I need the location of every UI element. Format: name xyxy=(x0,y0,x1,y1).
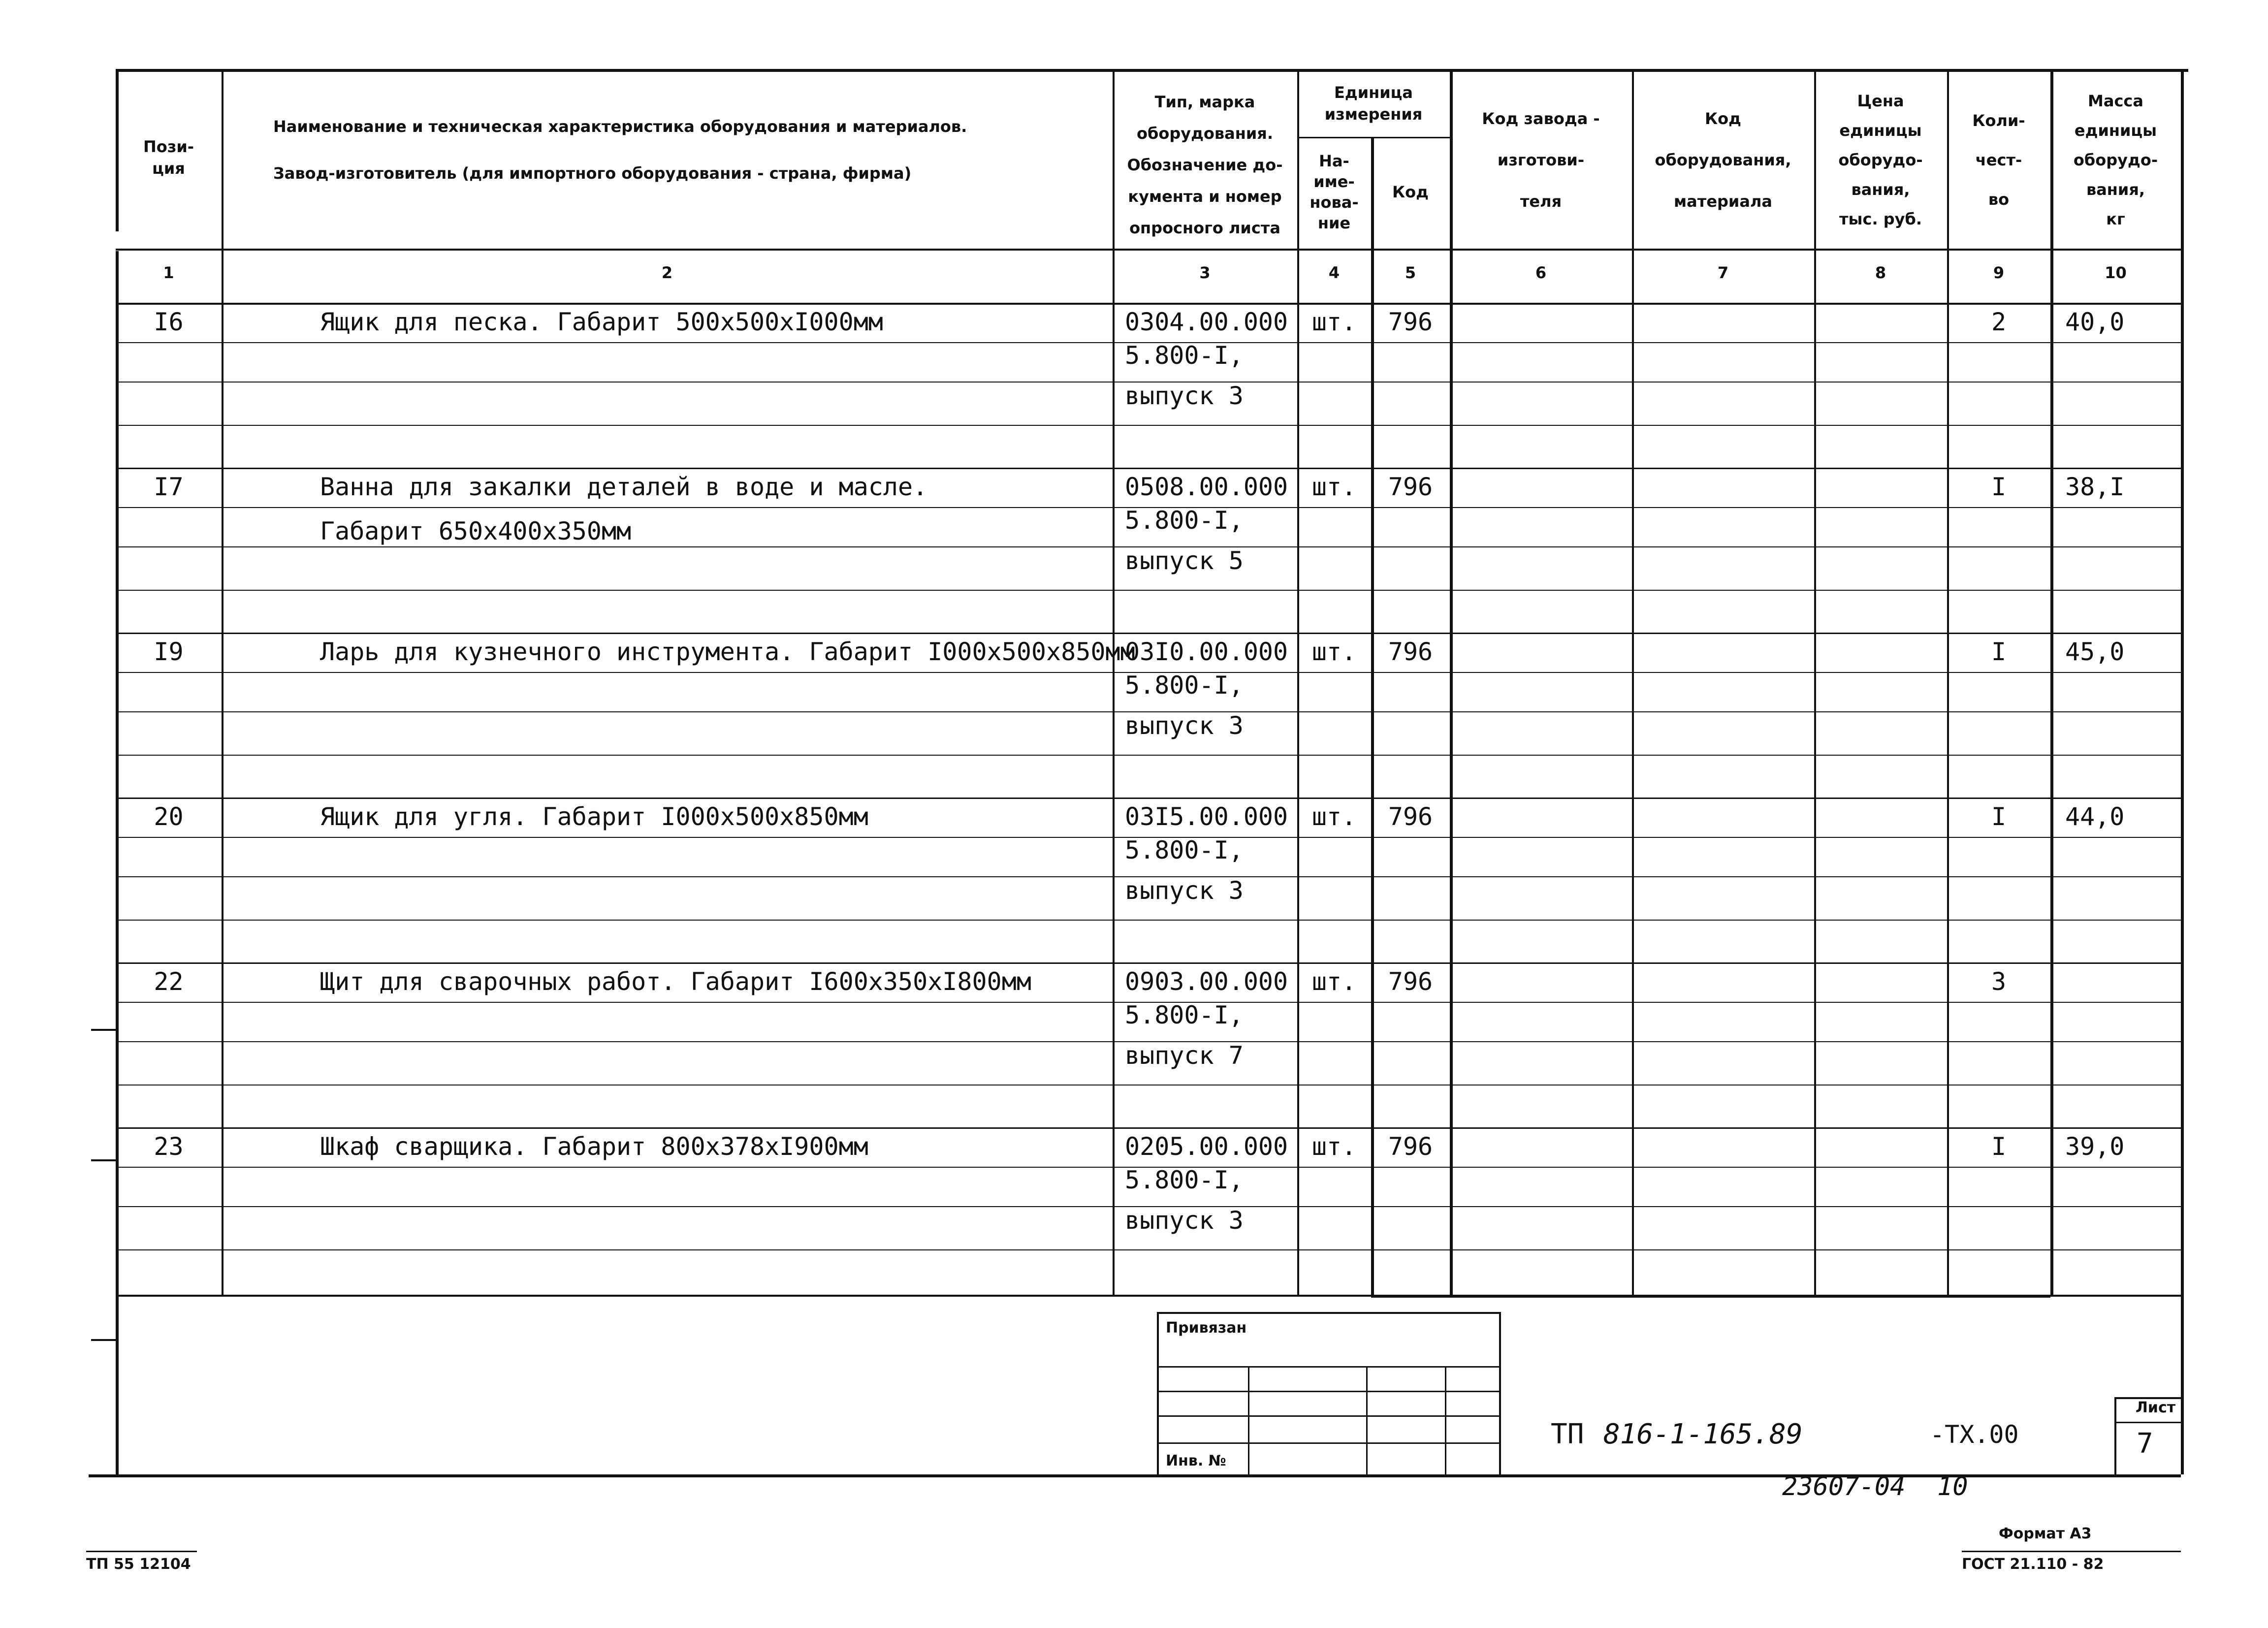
row-type: 5.800-I, xyxy=(1125,671,1244,700)
row-unit: шт. xyxy=(1311,308,1357,336)
row-type: 5.800-I, xyxy=(1125,1166,1244,1194)
row-line xyxy=(116,920,2181,921)
margin-tick xyxy=(91,1029,116,1031)
doc-code xyxy=(1551,1418,1803,1450)
colnum-10: 10 xyxy=(2105,263,2127,282)
frame-corner xyxy=(2176,69,2188,72)
row-unit: шт. xyxy=(1311,1132,1357,1161)
row-type: выпуск 3 xyxy=(1125,876,1244,905)
row-mass: 40,0 xyxy=(2065,308,2125,336)
row-type: 5.800-I, xyxy=(1125,836,1244,864)
column-divider xyxy=(1947,69,1949,1295)
stamp-bound-label: Привязан xyxy=(1166,1319,1247,1337)
row-name: Ящик для песка. Габарит 500х500хI000мм xyxy=(320,308,883,336)
row-type: 0903.00.000 xyxy=(1125,967,1288,996)
row-name: Габарит 650х400х350мм xyxy=(320,517,632,545)
stamp-col xyxy=(1445,1366,1446,1474)
column-divider xyxy=(1113,69,1115,1295)
margin-tick xyxy=(91,1159,116,1161)
row-position: 22 xyxy=(154,967,184,996)
row-name: Ларь для кузнечного инструмента. Габарит I000х500х850мм xyxy=(320,638,1135,666)
row-line xyxy=(116,303,2181,304)
footer-format: Формат А3 xyxy=(1999,1525,2092,1542)
colnum-9: 9 xyxy=(1993,263,2005,282)
row-type: выпуск 5 xyxy=(1125,546,1244,575)
column-divider xyxy=(1450,69,1453,1295)
row-type: 0508.00.000 xyxy=(1125,473,1288,501)
footer-gost: ГОСТ 21.110 - 82 xyxy=(1962,1556,2104,1573)
sheet-number: 7 xyxy=(2137,1428,2153,1460)
row-mass: 44,0 xyxy=(2065,802,2125,831)
row-name: Ванна для закалки деталей в воде и масле. xyxy=(320,473,928,501)
handwritten-ref: 23607-04 xyxy=(1782,1472,1906,1501)
header-col-position: Пози- ция xyxy=(143,137,194,178)
doc-code-suffix: -ТХ.00 xyxy=(1930,1420,2019,1449)
row-name: Шкаф сварщика. Габарит 800х378хI900мм xyxy=(320,1132,868,1161)
row-type: выпуск 7 xyxy=(1125,1041,1244,1070)
header-col-quantity: Коли- чест- во xyxy=(1972,111,2025,209)
colnum-2: 2 xyxy=(661,263,673,282)
stamp-col xyxy=(1366,1366,1368,1474)
colnum-5: 5 xyxy=(1405,263,1416,282)
header-bottom xyxy=(116,249,2181,251)
doc-code-prefix: ТП xyxy=(1551,1418,1584,1450)
margin-tick xyxy=(91,1339,116,1341)
header-col-factory-code: Код завода - изготови- теля xyxy=(1482,109,1600,211)
stamp-row xyxy=(1157,1366,1499,1368)
row-mass: 39,0 xyxy=(2065,1132,2125,1161)
header-col-name-line1: Наименование и техническая характеристика оборудования и материалов. xyxy=(273,117,967,136)
row-mass: 38,I xyxy=(2065,473,2125,501)
sheet-box-mid xyxy=(2114,1422,2181,1423)
column-divider xyxy=(1297,69,1299,1295)
row-line xyxy=(116,425,2181,426)
row-quantity: I xyxy=(1991,1132,2007,1161)
row-line xyxy=(116,962,2181,964)
footer-left-line xyxy=(86,1551,197,1552)
row-quantity: 3 xyxy=(1991,967,2007,996)
header-col-name-line2: Завод-изготовитель (для импортного оборудования - страна, фирма) xyxy=(273,164,912,183)
header-col-price: Цена единицы оборудо- вания, тыс. руб. xyxy=(1838,92,1923,228)
colnum-3: 3 xyxy=(1199,263,1211,282)
row-unit: шт. xyxy=(1311,802,1357,831)
stamp-row xyxy=(1157,1442,1499,1444)
frame-top xyxy=(116,69,2181,72)
row-position: 23 xyxy=(154,1132,184,1161)
row-unit: шт. xyxy=(1311,638,1357,666)
row-type: 5.800-I, xyxy=(1125,1001,1244,1029)
stamp-left xyxy=(1157,1312,1159,1474)
row-line xyxy=(116,633,2181,634)
row-code: 796 xyxy=(1388,967,1433,996)
row-type: 0205.00.000 xyxy=(1125,1132,1288,1161)
row-code: 796 xyxy=(1388,802,1433,831)
row-quantity: I xyxy=(1991,473,2007,501)
row-position: I6 xyxy=(154,308,184,336)
frame-left xyxy=(116,251,119,1474)
row-code: 796 xyxy=(1388,638,1433,666)
row-type: 03I0.00.000 xyxy=(1125,638,1288,666)
row-line xyxy=(116,590,2181,591)
footer-line xyxy=(1962,1551,2181,1552)
colnum-1: 1 xyxy=(163,263,174,282)
row-code: 796 xyxy=(1388,473,1433,501)
row-line xyxy=(116,755,2181,756)
colnum-7: 7 xyxy=(1717,263,1729,282)
header-col-equipment-code: Код оборудования, материала xyxy=(1655,109,1791,211)
row-type: 03I5.00.000 xyxy=(1125,802,1288,831)
row-code: 796 xyxy=(1388,1132,1433,1161)
header-col-unit-name: На- име- нова- ние xyxy=(1310,152,1359,232)
row-name: Ящик для угля. Габарит I000х500х850мм xyxy=(320,802,868,831)
row-line xyxy=(116,1127,2181,1129)
row-line xyxy=(116,468,2181,469)
frame-right xyxy=(2181,69,2184,1474)
sheet-label: Лист xyxy=(2136,1399,2176,1416)
stamp-row xyxy=(1157,1391,1499,1392)
colnum-8: 8 xyxy=(1875,263,1886,282)
handwritten-page: 10 xyxy=(1937,1472,1968,1501)
row-quantity: I xyxy=(1991,802,2007,831)
stamp-right xyxy=(1499,1312,1501,1474)
header-col-mass: Масса единицы оборудо- вания, кг xyxy=(2073,92,2158,228)
stamp-col xyxy=(1248,1366,1249,1474)
row-position: I7 xyxy=(154,473,184,501)
row-line xyxy=(116,1249,2181,1250)
row-name: Щит для сварочных работ. Габарит I600х350хI800мм xyxy=(320,967,1031,996)
stamp-row xyxy=(1157,1415,1499,1417)
header-col-type: Тип, марка оборудования. Обозначение до- кумента и номер опросного листа xyxy=(1127,93,1283,237)
doc-code-number: 816-1-165.89 xyxy=(1603,1418,1803,1450)
stamp-top xyxy=(1157,1312,1499,1314)
column-divider xyxy=(222,69,224,1295)
colnum-4: 4 xyxy=(1328,263,1340,282)
column-divider xyxy=(1632,69,1634,1295)
colnum-6: 6 xyxy=(1535,263,1547,282)
column-divider xyxy=(1814,69,1816,1295)
row-position: 20 xyxy=(154,802,184,831)
row-type: 5.800-I, xyxy=(1125,341,1244,370)
row-type: выпуск 3 xyxy=(1125,382,1244,410)
header-unit-group: Единица измерения xyxy=(1324,83,1423,124)
sheet-box-left xyxy=(2114,1397,2116,1474)
row-type: выпуск 3 xyxy=(1125,711,1244,740)
stamp-inv-label: Инв. № xyxy=(1166,1452,1226,1469)
row-type: 0304.00.000 xyxy=(1125,308,1288,336)
row-type: 5.800-I, xyxy=(1125,506,1244,535)
header-col-unit-code: Код xyxy=(1392,183,1429,201)
row-quantity: 2 xyxy=(1991,308,2007,336)
row-code: 796 xyxy=(1388,308,1433,336)
box-bottom xyxy=(1371,1295,2050,1298)
row-type: выпуск 3 xyxy=(1125,1206,1244,1235)
row-mass: 45,0 xyxy=(2065,638,2125,666)
row-line xyxy=(116,798,2181,799)
row-unit: шт. xyxy=(1311,967,1357,996)
footer-left-code: ТП 55 12104 xyxy=(86,1556,191,1573)
row-position: I9 xyxy=(154,638,184,666)
row-unit: шт. xyxy=(1311,473,1357,501)
row-quantity: I xyxy=(1991,638,2007,666)
column-divider xyxy=(2050,69,2053,1295)
